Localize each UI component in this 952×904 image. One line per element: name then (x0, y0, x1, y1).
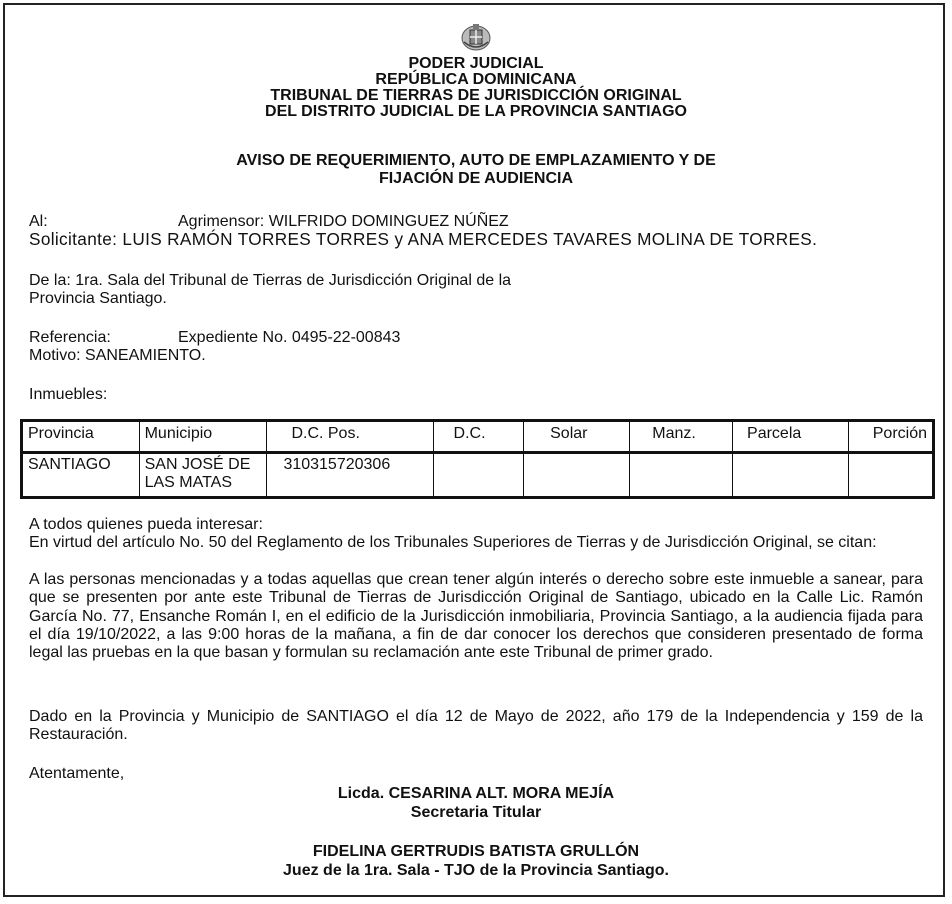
col-header-dc-pos: D.C. Pos. (267, 421, 433, 453)
cell-solar (524, 453, 630, 498)
al-value: Agrimensor: WILFRIDO DOMINGUEZ NÚÑEZ (178, 213, 509, 230)
secretary-name: Licda. CESARINA ALT. MORA MEJÍA (337, 785, 615, 802)
cell-municipio (139, 453, 267, 498)
table-header-row (22, 421, 934, 453)
solicitante-value: LUIS RAMÓN TORRES TORRES y ANA MERCEDES TAVARES MOLINA DE TORRES. (122, 229, 818, 249)
secretary-title: Secretaria Titular (410, 804, 542, 821)
notice-title (0, 152, 952, 188)
motivo-line: Motivo: SANEAMIENTO. (29, 347, 206, 364)
notice-title-line-1: AVISO DE REQUERIMIENTO, AUTO DE EMPLAZAMIENTO Y DE (236, 152, 716, 169)
judge-title: Juez de la 1ra. Sala - TJO de la Provincia Santiago. (283, 862, 669, 879)
col-header-provincia: Provincia (22, 421, 140, 453)
cell-parcela (733, 453, 849, 498)
header-line-1: PODER JUDICIAL (408, 55, 544, 72)
header-line-4: DEL DISTRITO JUDICIAL DE LA PROVINCIA SANTIAGO (265, 103, 687, 120)
solicitante-line (29, 231, 817, 248)
closing: Atentamente, (29, 765, 125, 782)
from-line-1: De la: 1ra. Sala del Tribunal de Tierras de Jurisdicción Original de la (29, 272, 512, 289)
table-row (22, 453, 934, 498)
cell-municipio-line-1: SAN JOSÉ DE (144, 456, 251, 473)
col-header-parcela: Parcela (733, 421, 849, 453)
body-greeting: A todos quienes pueda interesar: (29, 516, 263, 533)
solicitante-label: Solicitante: (29, 229, 118, 249)
cell-provincia: SANTIAGO (22, 453, 140, 498)
header-line-2: REPÚBLICA DOMINICANA (375, 71, 577, 88)
cell-porcion (848, 453, 933, 498)
cell-manz (630, 453, 733, 498)
col-header-dc: D.C. (433, 421, 524, 453)
al-label: Al: (29, 213, 48, 230)
reference-label: Referencia: (29, 329, 111, 346)
judge-name: FIDELINA GERTRUDIS BATISTA GRULLÓN (312, 843, 640, 860)
header-line-3: TRIBUNAL DE TIERRAS DE JURISDICCIÓN ORIGINAL (270, 87, 682, 104)
cell-municipio-line-2: LAS MATAS (144, 474, 233, 491)
col-header-solar: Solar (524, 421, 630, 453)
coat-of-arms-seal-icon (460, 22, 492, 52)
notice-title-line-2: FIJACIÓN DE AUDIENCIA (378, 170, 574, 187)
body-paragraph-main: A las personas mencionadas y a todas aquellas que crean tener algún interés o derecho sobre este inmueble a sanear, para que se presenten por ante este Tribunal de Tierras de Jurisdicción Original de Santiago, ubicado en la Calle Lic. Ramón García No. 77, Ensanche Román I, en el edificio de la Jurisdicción inmobiliaria, Provincia Santiago, a la audiencia fijada para el día 19/10/2022, a las 9:00 horas de la mañana, a fin de dar conocer los derechos que consideren presentado de forma legal las pruebas en la que basan y formulan su reclamación ante este Tribunal de primer grado. (29, 571, 923, 662)
col-header-municipio: Municipio (139, 421, 267, 453)
col-header-porcion: Porción (848, 421, 933, 453)
cell-dc-pos: 310315720306 (267, 453, 433, 498)
body-paragraph-dated: Dado en la Provincia y Municipio de SANTIAGO el día 12 de Mayo de 2022, año 179 de la Independencia y 159 de la Restauración. (29, 708, 923, 744)
col-header-manz: Manz. (630, 421, 733, 453)
cell-dc (433, 453, 524, 498)
body-paragraph-citation: En virtud del artículo No. 50 del Reglamento de los Tribunales Superiores de Tierras y de Jurisdicción Original, se citan: (29, 534, 877, 551)
reference-value: Expediente No. 0495-22-00843 (178, 329, 401, 346)
from-line-2: Provincia Santiago. (29, 290, 167, 307)
inmuebles-table (20, 419, 935, 499)
inmuebles-label: Inmuebles: (29, 386, 108, 403)
court-header (0, 56, 952, 120)
